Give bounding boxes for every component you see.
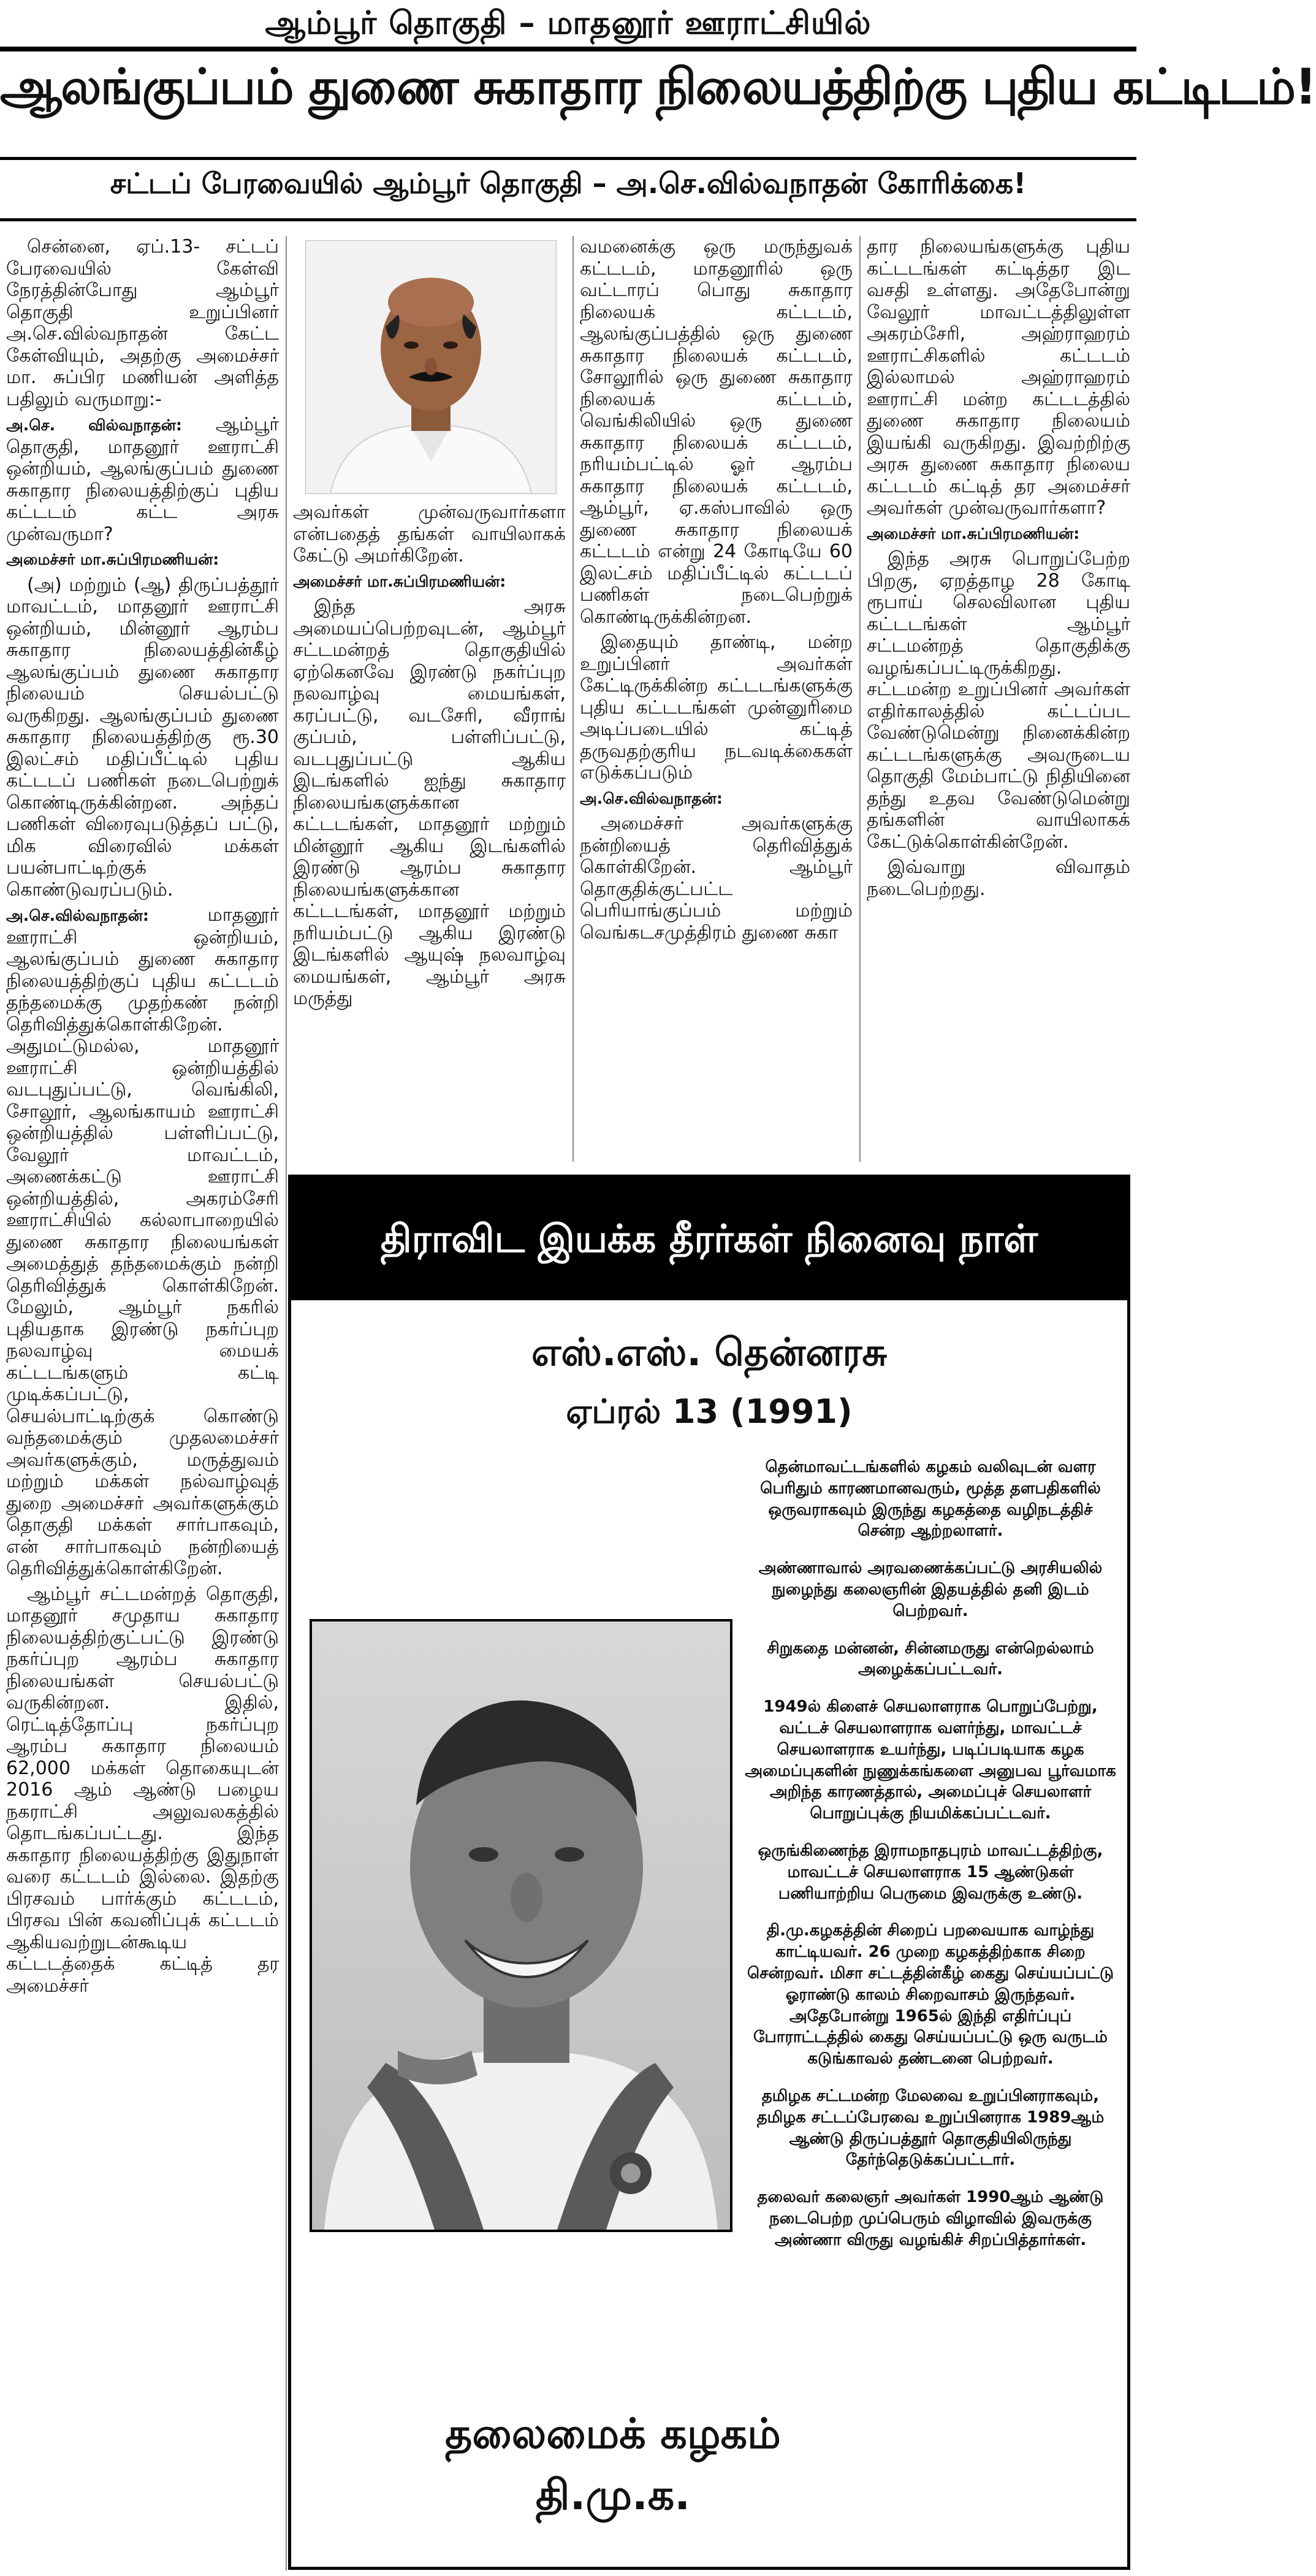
article-paragraph: வமனைக்கு ஒரு மருந்துவக் கட்டடம், மாதனூரில் ஒரு வட்டாரப் பொது சுகாதார நிலையக் கட்டடம், ஆலங்குப்பத்தில் ஒரு துணை சுகாதார நிலையக் கட்டடம், சோலூரில் ஒரு துணை சுகாதார நிலையக் கட்டடம், வெங்கிலியில் ஒரு துணை சுகாதார நிலையக் கட்டடம், நரியம்பட்டில் ஓர் ஆரம்ப சுகாதார நிலையக் கட்டடம், ஆம்பூர், ஏ.கஸ்பாவில் ஒரு துணை சுகாதார நிலையக் கட்டடம் என்று 24 கோடியே 60 இலட்சம் மதிப்பீட்டில் கட்டடப் பணிகள் நடைபெற்றுக் கொண்டிருக்கின்றன. (580, 236, 853, 628)
speaker-label: அ.செ.வில்வநாதன்: (6, 907, 149, 924)
sub-rule (0, 218, 1136, 221)
person-portrait-icon (306, 241, 556, 493)
memorial-paragraph: தென்மாவட்டங்களில் கழகம் வலிவுடன் வளர பெரிதும் காரணமானவரும், மூத்த தளபதிகளில் ஒருவராகவும் இருந்து கழகத்தை வழிநடத்திச் சென்ற ஆற்றலாளர். (760, 1458, 1101, 1541)
article-paragraph: அமைச்சர் அவர்களுக்கு நன்றியைத் தெரிவித்துக் கொள்கிறேன். ஆம்பூர் தொகுதிக்குட்பட்ட பெரியாங்குப்பம் மற்றும் வெங்கடசமுத்திரம் துணை சுகா (580, 813, 853, 943)
column-divider (859, 236, 861, 1162)
memorial-name: எஸ்.எஸ். தென்னரசு (531, 1330, 887, 1374)
article-column-3 (580, 236, 853, 1162)
memorial-photo (310, 1619, 732, 2232)
memorial-paragraph: தலைவர் கலைஞர் அவர்கள் 1990ஆம் ஆண்டு நடைபெற்ற முப்பெரும் விழாவில் இவருக்கு அண்ணா விருது வழங்கிச் சிறப்பித்தார்கள். (757, 2188, 1104, 2249)
article-paragraph: அவர்கள் முன்வருவார்களா என்பதைத் தங்கள் வாயிலாகக் கேட்டு அமர்கிறேன். (293, 501, 566, 566)
article-column-2 (293, 501, 566, 1164)
memorial-paragraph: ஒருங்கிணைந்த இராமநாதபுரம் மாவட்டத்திற்கு, மாவட்டச் செயலாளராக 15 ஆண்டுகள் பணியாற்றிய பெருமை இவருக்கு உண்டு. (758, 1841, 1103, 1903)
article-paragraph: இந்த அரசு அமையப்பெற்றவுடன், ஆம்பூர் சட்டமன்றத் தொகுதியில் ஏற்கெனவே இரண்டு நகர்ப்புற நலவாழ்வு மையங்கள், கரப்பட்டு, வடசேரி, வீராங் குப்பம், பள்ளிப்பட்டு, வடபுதுப்பட்டு ஆகிய இடங்களில் ஐந்து சுகாதார நிலையங்களுக்கான கட்டடங்கள், மாதனூர் மற்றும் மின்னூர் ஆகிய இடங்களில் இரண்டு ஆரம்ப சுகாதார நிலையங்களுக்கான கட்டடங்கள், மாதனூர் மற்றும் நரியம்பட்டு ஆகிய இரண்டு இடங்களில் ஆயுஷ் நலவாழ்வு மையங்கள், ஆம்பூர் அரசு மருத்து (293, 596, 566, 1009)
column-divider (286, 236, 287, 2570)
column-divider (572, 236, 574, 1162)
memorial-paragraph: தி.மு.கழகத்தின் சிறைப் பறவையாக வாழ்ந்து காட்டியவர். 26 முறை கழகத்திற்காக சிறை சென்றவர். மிசா சட்டத்தின்கீழ் கைது செய்யப்பட்டு ஓராண்டு காலம் சிறைவாசம் இருந்தவர். அதேபோன்று 1965ல் இந்தி எதிர்ப்புப் போராட்டத்தில் கைது செய்யப்பட்டு ஒரு வருடம் கடுங்காவல் தண்டனை பெற்றவர். (747, 1921, 1114, 2068)
speaker-label: அ.செ.வில்வநாதன்: (580, 789, 723, 807)
article-column-1 (6, 236, 279, 2570)
memorial-date: ஏப்ரல் 13 (1991) (566, 1392, 853, 1431)
article-paragraph: இதையும் தாண்டி, மன்ற உறுப்பினர் அவர்கள் கேட்டிருக்கின்ற கட்டடங்களுக்கு புதிய கட்டடங்கள் முன்னுரிமை அடிப்படையில் கட்டித் தருவதற்குரிய நடவடிக்கைகள் எடுக்கப்படும் (580, 631, 853, 783)
article-column-4 (867, 236, 1130, 1162)
speaker-label: அமைச்சர் மா.சுப்பிரமணியன்: (293, 572, 506, 590)
memorial-signature-party: தி.மு.க. (535, 2471, 691, 2520)
article-paragraph: இவ்வாறு விவாதம் நடைபெற்றது. (867, 856, 1130, 900)
headline: ஆலங்குப்பம் துணை சுகாதார நிலையத்திற்கு புதிய கட்டிடம்! (0, 58, 1316, 115)
memorial-text (745, 1457, 1116, 2267)
article-paragraph: மாதனூர் ஊராட்சி ஒன்றியம், ஆலங்குப்பம் துணை சுகாதார நிலையத்திற்குப் புதிய கட்டடம் தந்தமைக்கு முதற்கண் நன்றி தெரிவித்துக்கொள்கிறேன். அதுமட்டுமல்ல, மாதனூர் ஊராட்சி ஒன்றியத்தில் வடபுதுப்பட்டு, வெங்கிலி, சோலூர், ஆலங்காயம் ஊராட்சி ஒன்றியத்தில் பள்ளிப்பட்டு, வேலூர் மாவட்டம், அணைக்கட்டு ஊராட்சி ஒன்றியத்தில், அகரம்சேரி ஊராட்சியில் கல்லாபாறையில் துணை சுகாதார நிலையங்கள் அமைத்துத் தந்தமைக்கும் நன்றி தெரிவித்துக் கொள்கிறேன். மேலும், ஆம்பூர் நகரில் புதியதாக இரண்டு நகர்ப்புற நலவாழ்வு மையக் கட்டடங்களும் கட்டி முடிக்கப்பட்டு, செயல்பாட்டிற்குக் கொண்டு வந்தமைக்கும் முதலமைச்சர் அவர்களுக்கும், மருத்துவம் மற்றும் மக்கள் நல்வாழ்வுத் துறை அமைச்சர் அவர்களுக்கும் தொகுதி மக்கள் சார்பாகவும், என் சார்பாகவும் நன்றியைத் தெரிவித்துக்கொள்கிறேன். (6, 904, 279, 1579)
memorial-paragraph: சிறுகதை மன்னன், சின்னமருது என்றெல்லாம் அழைக்கப்பட்டவர். (767, 1639, 1094, 1679)
article-paragraph: (அ) மற்றும் (ஆ) திருப்பத்தூர் மாவட்டம், மாதனூர் ஊராட்சி ஒன்றியம், மின்னூர் ஆரம்ப சுகாதார நிலையத்தின்கீழ் ஆலங்குப்பம் துணை சுகாதார நிலையம் செயல்பட்டு வருகிறது. ஆலங்குப்பம் துணை சுகாதார நிலையத்திற்கு ரூ.30 இலட்சம் மதிப்பீட்டில் புதிய கட்டடப் பணிகள் நடைபெற்றுக் கொண்டிருக்கின்றன. அந்தப் பணிகள் விரைவுபடுத்தப் பட்டு, மிக விரைவில் மக்கள் பயன்பாட்டிற்குக் கொண்டுவரப்படும். (6, 574, 279, 901)
memorial-signature-office: தலைமைக் கழகம் (445, 2410, 781, 2458)
speaker-label: அமைச்சர் மா.சுப்பிரமணியன்: (6, 551, 219, 568)
portrait-photo (305, 240, 557, 494)
memorial-paragraph: அண்ணாவால் அரவணைக்கப்பட்டு அரசியலில் நுழைந்து கலைஞரின் இதயத்தில் தனி இடம் பெற்றவர். (758, 1559, 1103, 1620)
speaker-label: அமைச்சர் மா.சுப்பிரமணியன்: (867, 524, 1080, 543)
article-paragraph: சென்னை, ஏப்.13- சட்டப் பேரவையில் கேள்வி நேரத்தின்போது ஆம்பூர் தொகுதி உறுப்பினர் அ.செ.வில்வநாதன் கேட்ட கேள்வியும், அதற்கு அமைச்சர் மா. சுப்பிர மணியன் அளித்த பதிலும் வருமாறு:- (6, 236, 279, 410)
subhead: சட்டப் பேரவையில் ஆம்பூர் தொகுதி – அ.செ.வில்வநாதன் கோரிக்கை! (110, 167, 1027, 200)
person-portrait-icon (312, 1621, 730, 2230)
speaker-label: அ.செ. வில்வநாதன்: (6, 416, 182, 434)
article-paragraph: தார நிலையங்களுக்கு புதிய கட்டடங்கள் கட்டித்தர இட வசதி உள்ளது. அதேபோன்று வேலூர் மாவட்டத்திலுள்ள அகரம்சேரி, அஹ்ராஹரம் ஊராட்சிகளில் கட்டடம் இல்லாமல் அஹ்ராஹரம் ஊராட்சி மன்ற கட்டடத்தில் துணை சுகாதார நிலையம் இயங்கி வருகிறது. இவற்றிற்கு அரசு துணை சுகாதார நிலைய கட்டடம் கட்டித் தர அமைச்சர் அவர்கள் முன்வருவார்களா? (867, 236, 1130, 519)
memorial-paragraph: தமிழக சட்டமன்ற மேலவை உறுப்பினராகவும், தமிழக சட்டப்பேரவை உறுப்பினராக 1989ஆம் ஆண்டு திருப்பத்தூர் தொகுதியிலிருந்து தேர்ந்தெடுக்கப்பட்டார். (756, 2086, 1105, 2170)
memorial-box (288, 1175, 1130, 2570)
article-paragraph: ஆம்பூர் சட்டமன்றத் தொகுதி, மாதனூர் சமுதாய சுகாதார நிலையத்திற்குட்பட்டு இரண்டு நகர்ப்புற ஆரம்ப சுகாதார நிலையங்கள் செயல்பட்டு வருகின்றன. இதில், ரெட்டித்தோப்பு நகர்ப்புற ஆரம்ப சுகாதார நிலையம் 62,000 மக்கள் தொகையுடன் 2016 ஆம் ஆண்டு பழைய நகராட்சி அலுவலகத்தில் தொடங்கப்பட்டது. இந்த சுகாதார நிலையத்திற்கு இதுநாள் வரை கட்டடம் இல்லை. இதற்கு பிரசவம் பார்க்கும் கட்டடம், பிரசவ பின் கவனிப்புக் கட்டடம் ஆகியவற்றுடன்கூடிய கட்டடத்தைக் கட்டித் தர அமைச்சர் (6, 1583, 279, 1997)
article-paragraph: இந்த அரசு பொறுப்பேற்ற பிறகு, ஏறத்தாழ 28 கோடி ரூபாய் செலவிலான புதிய கட்டடங்கள் ஆம்பூர் சட்டமன்றத் தொகுதிக்கு வழங்கப்பட்டிருக்கிறது. சட்டமன்ற உறுப்பினர் அவர்கள் எதிர்காலத்தில் கட்டப்பட வேண்டுமென்று நினைக்கின்ற கட்டடங்களுக்கு அவருடைய தொகுதி மேம்பாட்டு நிதியினை தந்து உதவ வேண்டுமென்று தங்களின் வாயிலாகக் கேட்டுக்கொள்கின்றேன். (867, 548, 1130, 853)
memorial-band-title: திராவிட இயக்க தீரர்கள் நினைவு நாள் (291, 1178, 1127, 1300)
article-paragraph: ஆம்பூர் தொகுதி, மாதனூர் ஊராட்சி ஒன்றியம், ஆலங்குப்பம் துணை சுகாதார நிலையத்திற்குப் புதிய கட்டடம் கட்ட அரசு முன்வருமா? (6, 414, 279, 545)
kicker: ஆம்பூர் தொகுதி – மாதனூர் ஊராட்சியில் (265, 5, 872, 42)
mid-rule (0, 157, 1136, 160)
memorial-paragraph: 1949ல் கிளைச் செயலாளராக பொறுப்பேற்று, வட்டச் செயலாளராக வளர்ந்து, மாவட்டச் செயலாளராக உயர்ந்து, படிப்படியாக கழக அமைப்புகளின் நுணுக்கங்களை அனுபவ பூர்வமாக அறிந்த காரணத்தால், அமைப்புச் செயலாளர் பொறுப்புக்கு நியமிக்கப்பட்டவர். (745, 1698, 1116, 1823)
